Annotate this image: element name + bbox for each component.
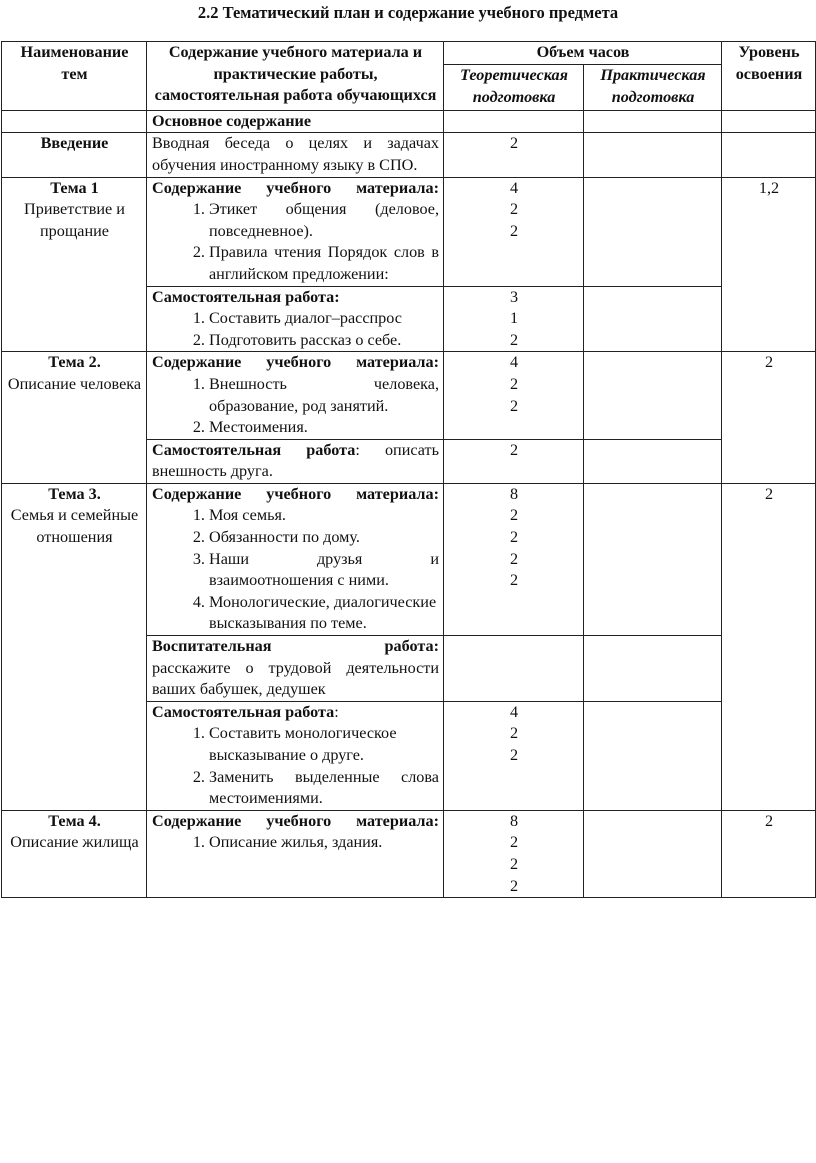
hours-value: 2 xyxy=(509,833,519,852)
item-list xyxy=(152,832,439,854)
intro-name: Введение xyxy=(40,134,109,153)
hours-value: 3 xyxy=(509,287,519,306)
list-item: 1. Моя семья. xyxy=(209,505,439,527)
list-item: 2. Обязанности по дому. xyxy=(209,527,439,549)
list-item: 1. Составить монологическое высказывание о друге. xyxy=(209,723,439,766)
list-item: 2. Местоимения. xyxy=(209,417,439,439)
item-list xyxy=(152,723,439,809)
topic-number: Тема 4. xyxy=(48,811,101,830)
list-item: 1. Внешность человека, образование, род занятий. xyxy=(209,374,439,417)
topic-row xyxy=(2,177,816,286)
block-heading: Содержание учебного материала: xyxy=(152,178,439,197)
list-item: 3. Наши друзья и взаимоотношения с ними. xyxy=(209,549,439,592)
list-item: 4. Монологические, диалогические высказывания по теме. xyxy=(209,592,439,635)
hours-value: 2 xyxy=(509,200,519,219)
intro-text: Вводная беседа о целях и задачах обучения иностранному языку в СПО. xyxy=(147,133,444,177)
topic-number: Тема 3. xyxy=(48,484,101,503)
list-item: 2. Заменить выделенные слова местоимениями. xyxy=(209,767,439,810)
block-heading: Самостоятельная работа xyxy=(152,702,335,721)
hours-value: 1 xyxy=(509,309,519,328)
item-list xyxy=(152,374,439,439)
hours-value: 2 xyxy=(509,876,519,895)
topic-row xyxy=(2,352,816,439)
heading-suffix: : xyxy=(334,702,339,721)
intro-row xyxy=(2,133,816,177)
hours-value: 2 xyxy=(509,746,519,764)
hours-value: 2 xyxy=(509,528,519,547)
list-item: 1. Составить диалог–расспрос xyxy=(209,308,439,330)
hours-value: 2 xyxy=(509,221,519,240)
header-practice: Практическая подготовка xyxy=(584,65,722,111)
list-item: 1. Этикет общения (деловое, повседневное). xyxy=(209,199,439,242)
topic-number: Тема 1 xyxy=(50,178,99,197)
header-level: Уровень освоения xyxy=(722,42,816,111)
hours-value: 2 xyxy=(509,549,519,568)
topic-number: Тема 2. xyxy=(48,353,101,372)
block-heading: Содержание учебного материала: xyxy=(152,353,439,372)
level-value: 2 xyxy=(722,483,816,810)
block-heading: Самостоятельная работа: xyxy=(152,287,340,306)
hours-value: 4 xyxy=(509,702,519,721)
block-text: : описать внешность друга. xyxy=(152,440,439,481)
block-heading: Содержание учебного материала: xyxy=(152,811,439,830)
block-heading: Воспитательная работа: xyxy=(152,637,439,656)
level-value: 2 xyxy=(722,810,816,897)
block-text: расскажите о трудовой деятельности ваших бабушек, дедушек xyxy=(152,658,439,699)
hours-value: 2 xyxy=(509,440,519,459)
level-value: 2 xyxy=(722,352,816,484)
topic-name: Семья и семейные отношения xyxy=(10,506,139,547)
topic-name: Описание жилища xyxy=(10,833,139,852)
level-value: 1,2 xyxy=(722,177,816,352)
topic-row xyxy=(2,483,816,635)
header-content: Содержание учебного материала и практические работы, самостоятельная работа обучающихся xyxy=(147,42,444,111)
list-item: 2. Правила чтения Порядок слов в английском предложении: xyxy=(209,242,439,285)
hours-value: 2 xyxy=(509,330,519,349)
hours-value: 2 xyxy=(509,396,519,415)
page-title: 2.2 Тематический план и содержание учебного предмета xyxy=(197,3,619,22)
hours-value: 4 xyxy=(509,178,519,197)
hours-value: 8 xyxy=(509,484,519,503)
hours-value: 2 xyxy=(509,374,519,393)
topic-name: Приветствие и прощание xyxy=(24,200,125,240)
intro-hours: 2 xyxy=(444,133,584,177)
header-row xyxy=(2,42,816,65)
header-theory: Теоретическая подготовка xyxy=(444,65,584,111)
thematic-plan-table xyxy=(1,41,816,898)
hours-value: 8 xyxy=(509,811,519,830)
topic-row xyxy=(2,810,816,897)
list-item: 2. Подготовить рассказ о себе. xyxy=(209,330,439,352)
block-heading: Самостоятельная работа xyxy=(152,440,356,459)
list-item: 1. Описание жилья, здания. xyxy=(209,832,439,854)
main-content-row xyxy=(2,110,816,133)
hours-value: 2 xyxy=(509,506,519,525)
topic-name: Описание человека xyxy=(7,374,142,393)
block-heading: Содержание учебного материала: xyxy=(152,484,439,503)
hours-value: 2 xyxy=(509,854,519,873)
hours-value: 2 xyxy=(509,724,519,743)
item-list xyxy=(152,308,439,351)
hours-value: 4 xyxy=(509,353,519,372)
header-topics: Наименование тем xyxy=(2,42,147,111)
hours-value: 2 xyxy=(509,571,519,590)
main-content-label: Основное содержание xyxy=(147,110,444,133)
item-list xyxy=(152,505,439,635)
header-hours: Объем часов xyxy=(444,42,722,65)
item-list xyxy=(152,199,439,285)
